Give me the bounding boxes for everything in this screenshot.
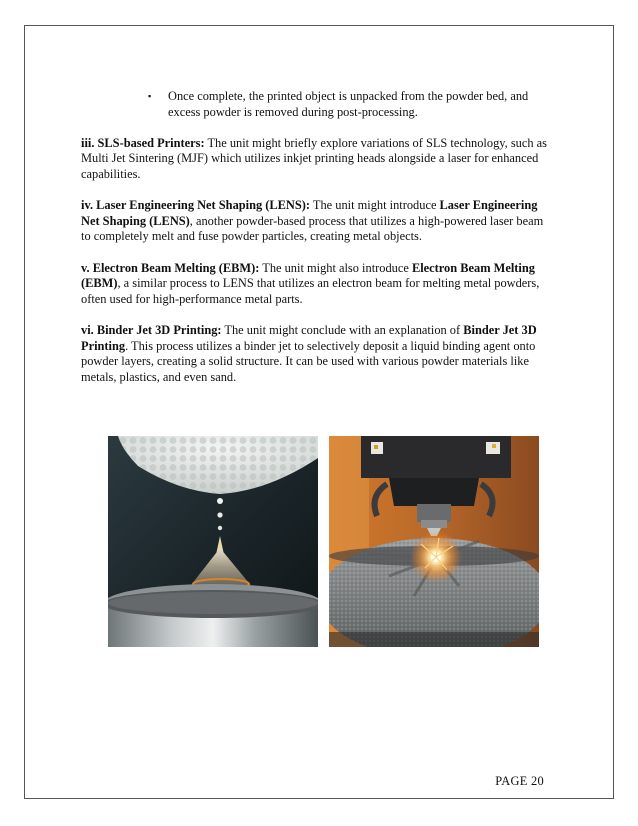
section-heading: iii. SLS-based Printers: (81, 135, 205, 150)
bullet-item (81, 89, 551, 120)
section-sls (81, 136, 551, 183)
section-heading: v. Electron Beam Melting (EBM): (81, 260, 260, 275)
section-text: , another powder-based process that utilizes a high-powered laser beam to completely melt and fuse powder particles, creating metal objects. (81, 213, 544, 244)
square-bullet-icon: ▪ (148, 91, 152, 101)
section-text: The unit might briefly explore variations of SLS technology, such as Multi Jet Sintering (MJF) which utilizes inkjet printing heads alongside a laser for enhanced capabilities. (81, 135, 547, 181)
laser-printing-photo (329, 436, 539, 647)
section-heading: vi. Binder Jet 3D Printing: (81, 322, 222, 337)
section-binder-jet (81, 323, 551, 385)
section-text: The unit might conclude with an explanation of (221, 322, 464, 337)
section-text: The unit might also introduce (259, 260, 412, 275)
body-text (81, 89, 551, 401)
section-text: , a similar process to LENS that utilizes an electron beam for melting metal powders, often used for high-performance metal parts. (81, 276, 540, 306)
section-text: . This process utilizes a binder jet to selectively deposit a liquid binding agent onto powder layers, creating a solid structure. It can be used with various powder materials like metals, plastics, and even sand. (81, 338, 536, 384)
binder-jet-photo (108, 436, 318, 647)
section-term: Binder Jet 3D Printing (81, 322, 537, 353)
page-number: PAGE 20 (495, 774, 544, 788)
section-lens (81, 198, 551, 245)
bullet-text: Once complete, the printed object is unpacked from the powder bed, and excess powder is removed during post-processing. (168, 89, 529, 119)
section-text: The unit might introduce (310, 198, 440, 213)
section-term: Laser Engineering Net Shaping (LENS) (81, 198, 538, 228)
section-ebm (81, 261, 551, 308)
section-term: Electron Beam Melting (EBM) (81, 260, 535, 291)
section-heading: iv. Laser Engineering Net Shaping (LENS): (81, 198, 311, 213)
